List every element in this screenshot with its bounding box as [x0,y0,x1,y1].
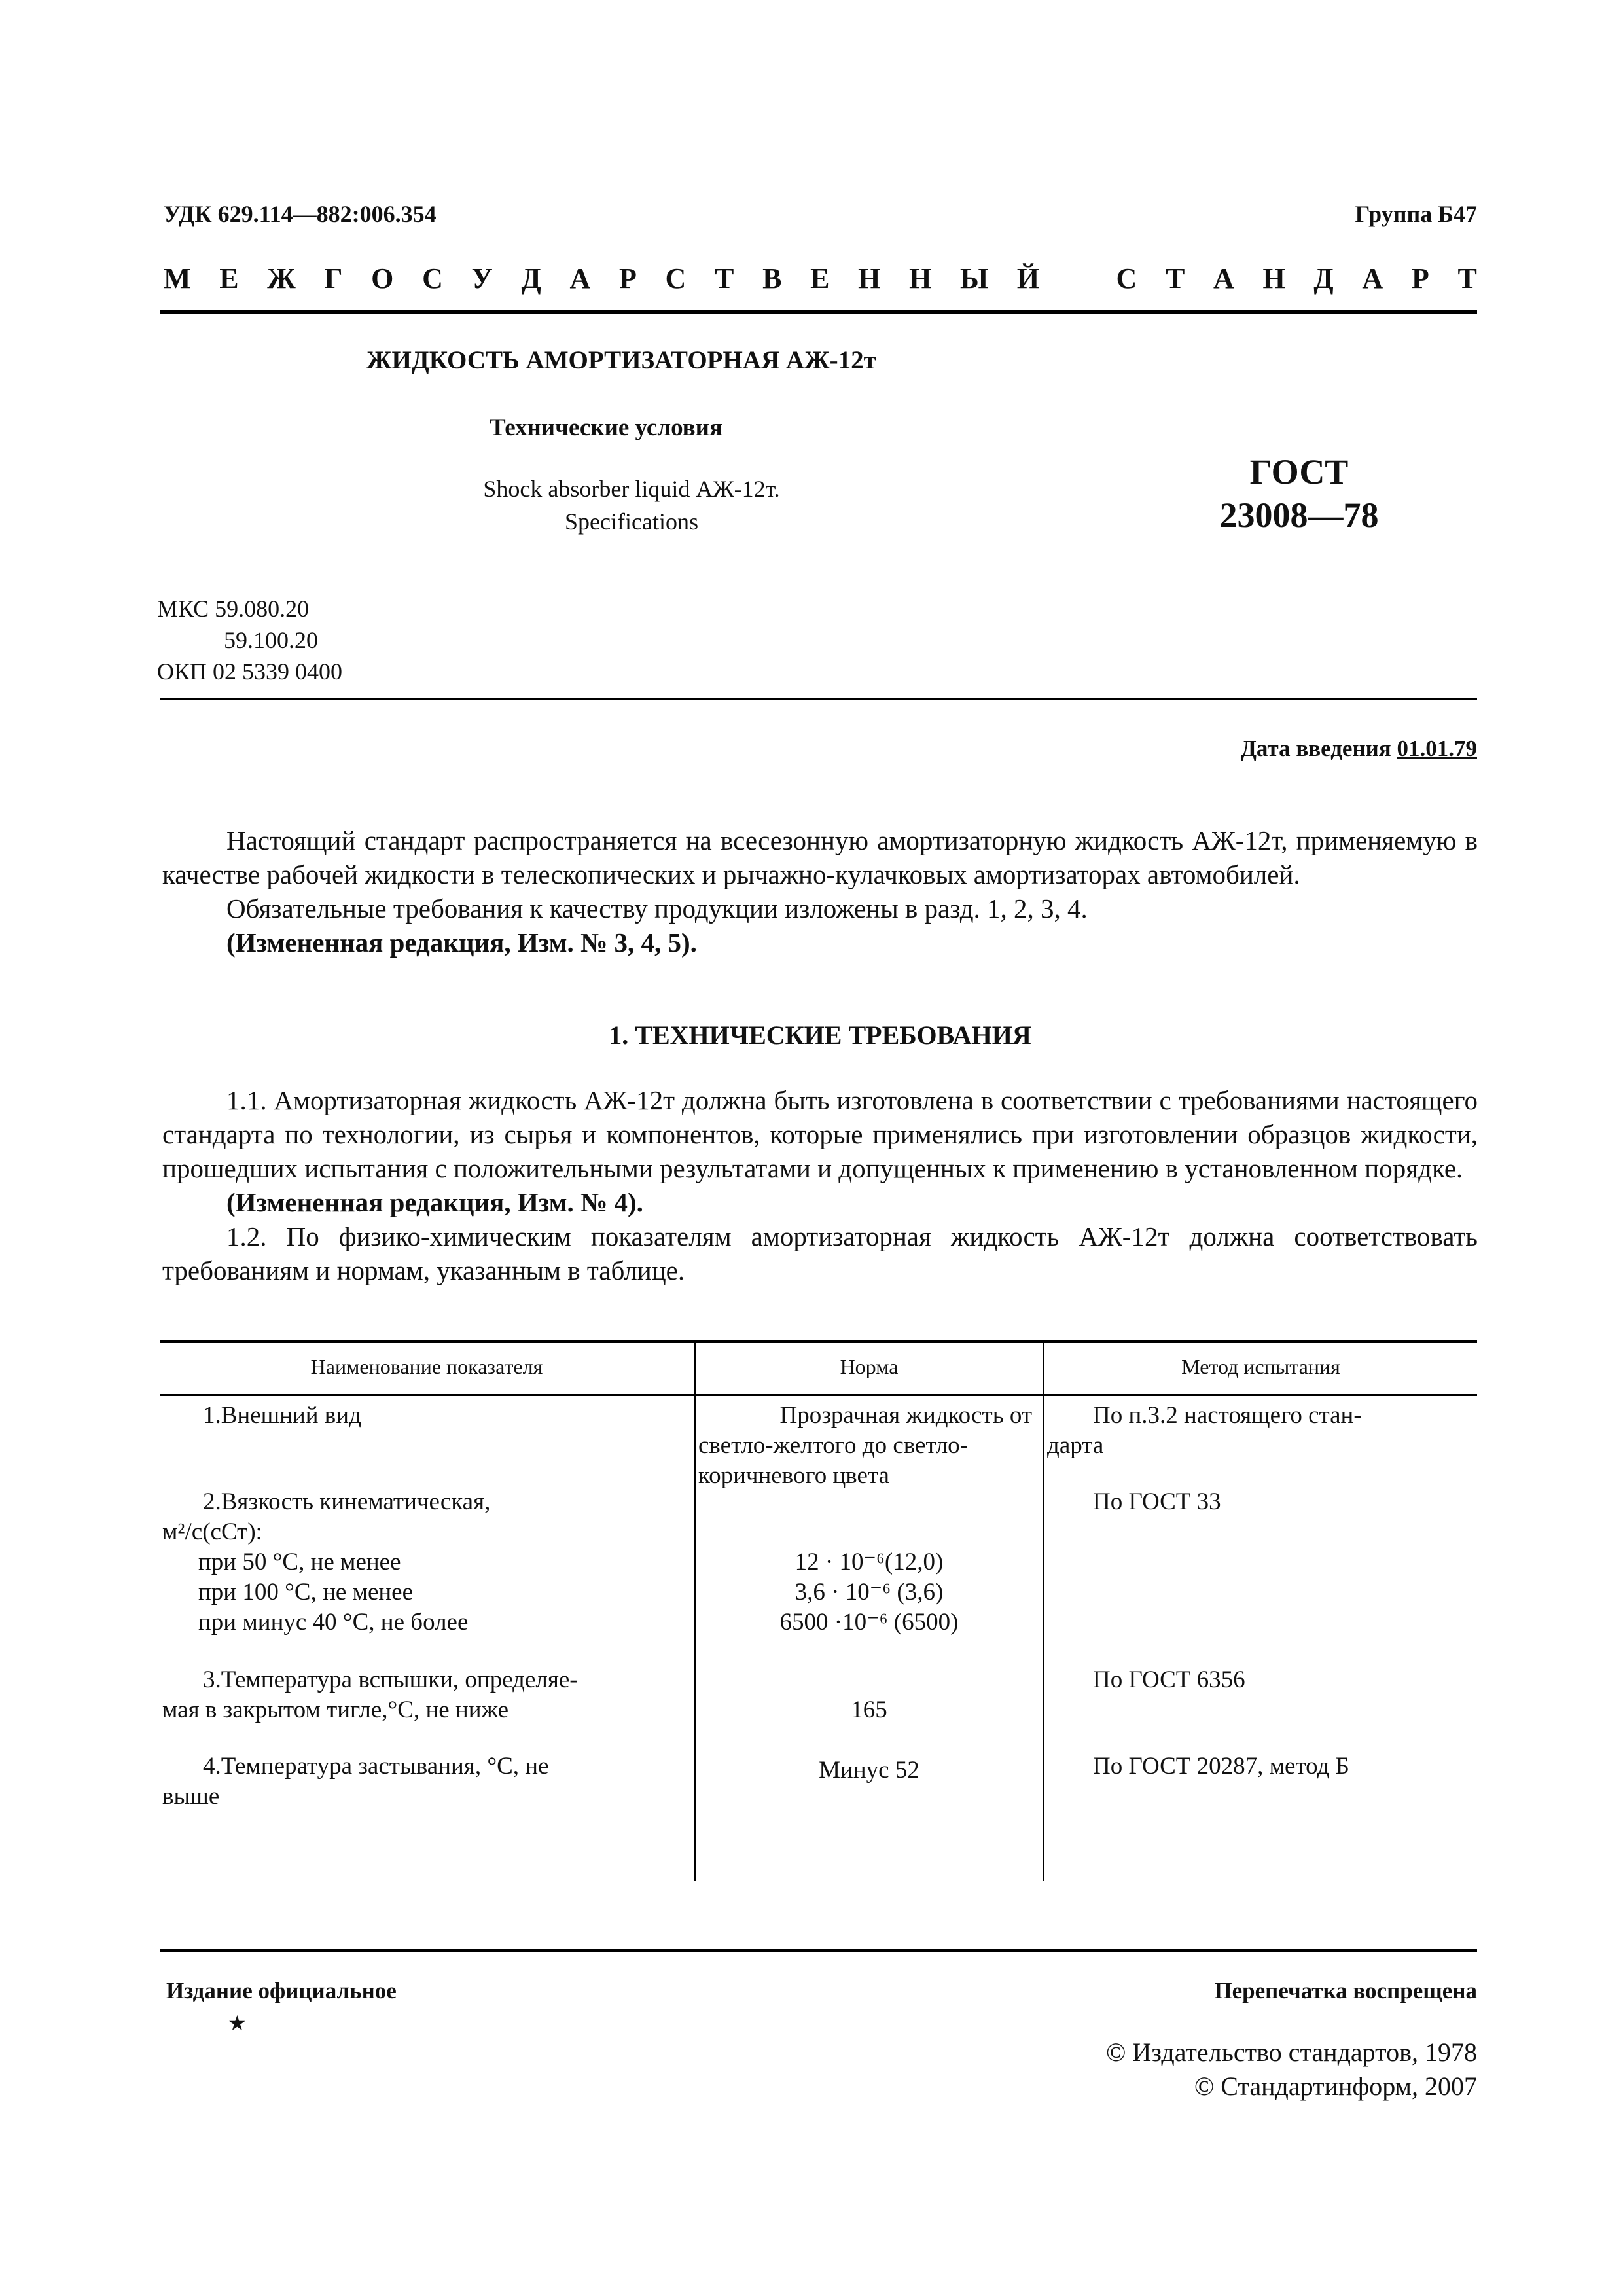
table-row-4-method: По ГОСТ 20287, метод Б [1093,1753,1349,1780]
table-top-rule [160,1340,1477,1343]
codes-rule [160,698,1477,700]
table-row-3-name: 3.Температура вспышки, определяе- мая в закрытом тигле,°С, не ниже [162,1666,578,1723]
table-row-4-name: 4.Температура застывания, °С, не выше [162,1753,549,1810]
header-thick-rule [160,310,1477,314]
intro-date-label: Дата введения [1240,736,1391,761]
intro-date-value: 01.01.79 [1397,736,1477,761]
gost-designation [1158,450,1440,537]
mks-code: МКС 59.080.20 [157,596,310,622]
table-row-2-norm: 12 · 10⁻⁶(12,0) 3,6 · 10⁻⁶ (3,6) 6500 ·10⁻⁶ (6500) [779,1549,959,1636]
gost-number: 23008—78 [1219,495,1379,535]
table-header-norm: Норма [840,1355,899,1378]
table-header-name: Наименование показателя [310,1355,543,1378]
copyright-1978: © Издательство стандартов, 1978 [1105,2037,1477,2067]
udk-code: УДК 629.114—882:006.354 [164,201,437,227]
clause-1-2: 1.2. По физико-химическим показателям амортизаторная жидкость АЖ-12т должна соответствовать требованиям и нормам, указанным в таблице. [162,1221,1478,1285]
star-icon: ★ [228,2011,247,2035]
table-row-3-norm: 165 [851,1696,887,1723]
table-header-rule [160,1394,1477,1396]
classification-codes [157,593,342,687]
clause-1-1-amendment: (Измененная редакция, Изм. № 4). [226,1187,643,1217]
clause-1-1: 1.1. Амортизаторная жидкость АЖ-12т должна быть изготовлена в соответствии с требованиями настоящего стандарта по технологии, из сырья и компонентов, которые применялись при изготовлении образцов жидкости, прошедших испытания с положительными результатами и допущенных к применению в установленном порядке. [162,1085,1478,1183]
intro-paragraph-1: Настоящий стандарт распространяется на всесезонную амортизаторную жидкость АЖ-12т, применяемую в качестве рабочей жидкости в телескопических и рычажно-кулачковых амортизаторах автомобилей. [162,825,1478,889]
table-row-4-norm: Минус 52 [819,1757,919,1784]
gost-label: ГОСТ [1249,452,1349,492]
okp-code: ОКП 02 5339 0400 [157,658,343,685]
table-row-1-name: 1.Внешний вид [203,1402,361,1429]
table-row-2-name: 2.Вязкость кинематическая, м²/с(сСт): при 50 °С, не менее при 100 °С, не менее при минус 40 °С, не более [162,1488,491,1636]
intro-paragraph-2: Обязательные требования к качеству продукции изложены в разд. 1, 2, 3, 4. [226,893,1088,924]
group-code: Группа Б47 [1355,201,1477,227]
intro-text [162,823,1478,960]
intro-amendment: (Измененная редакция, Изм. № 3, 4, 5). [226,927,697,958]
table-row-1-method: По п.3.2 настоящего стан- дарта [1047,1402,1362,1459]
table-row-3-method: По ГОСТ 6356 [1093,1666,1245,1693]
reprint-prohibited: Перепечатка воспрещена [1214,1978,1477,2003]
official-edition: Издание официальное [166,1978,397,2003]
section-1-text [162,1083,1478,1287]
copyright-2007: © Стандартинформ, 2007 [1194,2072,1477,2101]
intro-date [1241,736,1477,762]
standard-type-heading: М Е Ж Г О С У Д А Р С Т В Е Н Н Ы Й С Т А Н Д А Р Т [164,262,1477,295]
table-column-divider-2 [1043,1340,1044,1881]
document-title: ЖИДКОСТЬ АМОРТИЗАТОРНАЯ АЖ-12т [366,346,876,374]
table-row-2-method: По ГОСТ 33 [1093,1488,1221,1515]
document-subtitle: Технические условия [490,414,722,441]
section-1-title: 1. ТЕХНИЧЕСКИЕ ТРЕБОВАНИЯ [609,1020,1031,1050]
mks-code-2: 59.100.20 [224,627,318,653]
footer-rule [160,1949,1477,1952]
english-title: Shock absorber liquid АЖ-12т. Specifications [483,476,780,535]
copyright-block [888,2036,1477,2104]
table-header-method: Метод испытания [1181,1355,1340,1378]
table-row-1-norm: Прозрачная жидкость от светло-желтого до светло- коричневого цвета [698,1402,1032,1489]
